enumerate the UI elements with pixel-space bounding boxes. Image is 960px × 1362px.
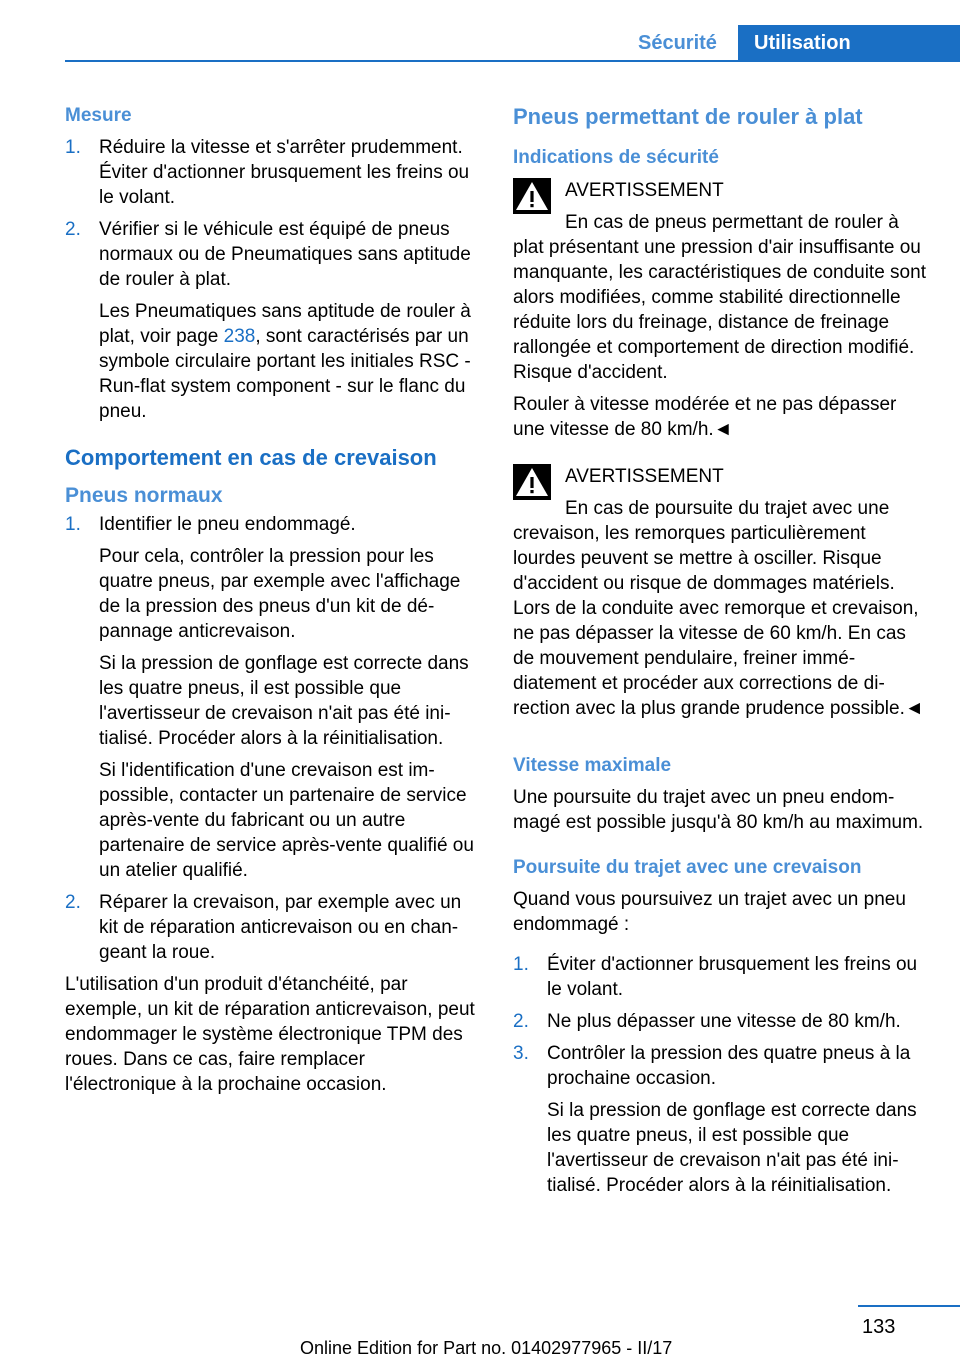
step-para: Si l'identification d'une crevaison est impossible, contacter un partenaire de service après-vente du fabricant ou un autre partenaire de service après-vente qualifié ou un atelier qualifié. [99,760,474,881]
step-number: 1. [65,137,81,158]
step-number: 1. [65,514,81,535]
footer-rule [858,1305,960,1307]
runflat-heading: Pneus permettant de rouler à plat [513,104,863,129]
page-number: 133 [862,1316,896,1338]
pneus-normaux-heading: Pneus normaux [65,484,223,507]
tab-utilisation[interactable] [738,25,960,62]
warning-title: AVERTISSEMENT [565,466,724,487]
step-text: Réparer la crevaison, par exemple avec un kit de réparation anticrevaison ou en changeant la roue. [99,892,462,963]
step-number: 1. [513,954,529,975]
tab-utilisation-label: Utilisation [754,32,851,54]
left-column [65,103,480,1104]
normaux-step-2 [65,890,480,965]
mesure-step-1 [65,135,480,210]
poursuite-step-1 [513,952,928,1002]
step-number: 2. [513,1011,529,1032]
warning-icon [513,178,551,214]
step-text: Vérifier si le véhicule est équipé de pneus normaux ou de Pneumatiques sans aptitude de rouler à plat. [99,219,471,290]
step-para: Si la pression de gonflage est correcte dans les quatre pneus, il est possible que l'avertisseur de crevaison n'ait pas été initialisé. Procéder alors à la réinitialisation. [99,653,469,749]
comportement-heading: Comportement en cas de crevaison [65,445,437,470]
mesure-step-2 [65,217,480,424]
warning-box-1 [513,178,928,385]
normaux-step-1 [65,512,480,883]
poursuite-step-2 [513,1009,928,1034]
warning-title: AVERTISSEMENT [565,180,724,201]
poursuite-intro: Quand vous poursuivez un trajet avec un pneu endommagé : [513,889,906,935]
step-note: Si la pression de gonflage est correcte dans les quatre pneus, il est possible que l'avertisseur de crevaison n'ait pas été initialisé. Procéder alors à la réinitialisation. [547,1100,917,1196]
step-text: Ne plus dépasser une vitesse de 80 km/h. [547,1011,901,1032]
warning-box-2 [513,464,928,721]
indications-heading: Indications de sécurité [513,147,719,168]
step-text: Contrôler la pression des quatre pneus à la prochaine occasion. [547,1043,911,1089]
warning-text: En cas de poursuite du trajet avec une crevaison, les remorques particulièrement lourdes peuvent se mettre à osciller. Risque d'accident ou risque de dommages matériels. Lors de la conduite avec remorque et crevaison, ne pas dépasser la vitesse de 60 km/h. En cas de mouvement pendulaire, freiner immédiatement et procéder aux corrections de direction avec la plus grande prudence possible.◄ [513,498,924,719]
step-text: Éviter d'actionner brusquement les freins ou le volant. [547,954,918,1000]
closing-paragraph: L'utilisation d'un produit d'étanchéité, par exemple, un kit de réparation anticrevaison, peut endommager le système électronique TPM des roues. Dans ce cas, faire remplacer l'électronique à la prochaine occasion. [65,974,475,1095]
step-note: Les Pneumatiques sans aptitude de rouler à plat, voir page 238, sont caractérisés par un symbole circulaire portant les initiales RSC - Run-flat system component - sur le flanc du pneu. [99,301,471,422]
step-number: 2. [65,219,81,240]
step-text: Réduire la vitesse et s'arrêter prudemment. Éviter d'actionner brusquement les freins ou le volant. [99,137,470,208]
poursuite-step-3 [513,1041,928,1198]
poursuite-heading: Poursuite du trajet avec une crevaison [513,857,862,878]
tab-securite[interactable]: Sécurité [638,32,717,54]
page-link-238[interactable]: 238 [223,326,256,347]
step-para: Pour cela, contrôler la pression pour les quatre pneus, par exemple avec l'affichage de la pression des pneus d'un kit de dépannage anticrevaison. [99,546,461,642]
warning-1-after: Rouler à vitesse modérée et ne pas dépasser une vitesse de 80 km/h.◄ [513,394,897,440]
mesure-heading: Mesure [65,105,132,126]
right-column [513,103,928,1205]
vitesse-heading: Vitesse maximale [513,755,672,776]
edition-text: Online Edition for Part no. 01402977965 - II/17 [300,1338,673,1358]
warning-text: En cas de pneus permettant de rouler à plat présentant une pression d'air insuffisante ou manquante, les caractéristiques de conduite sont alors modifiées, comme stabilité directionnelle réduite lors du freinage, distance de freinage rallongée et comportement de direction modifié. Risque d'accident. [513,212,926,383]
step-number: 3. [513,1043,529,1064]
warning-icon [513,464,551,500]
vitesse-text: Une poursuite du trajet avec un pneu endommagé est possible jusqu'à 80 km/h au maximum. [513,787,924,833]
step-text: Identifier le pneu endommagé. [99,514,356,535]
step-number: 2. [65,892,81,913]
